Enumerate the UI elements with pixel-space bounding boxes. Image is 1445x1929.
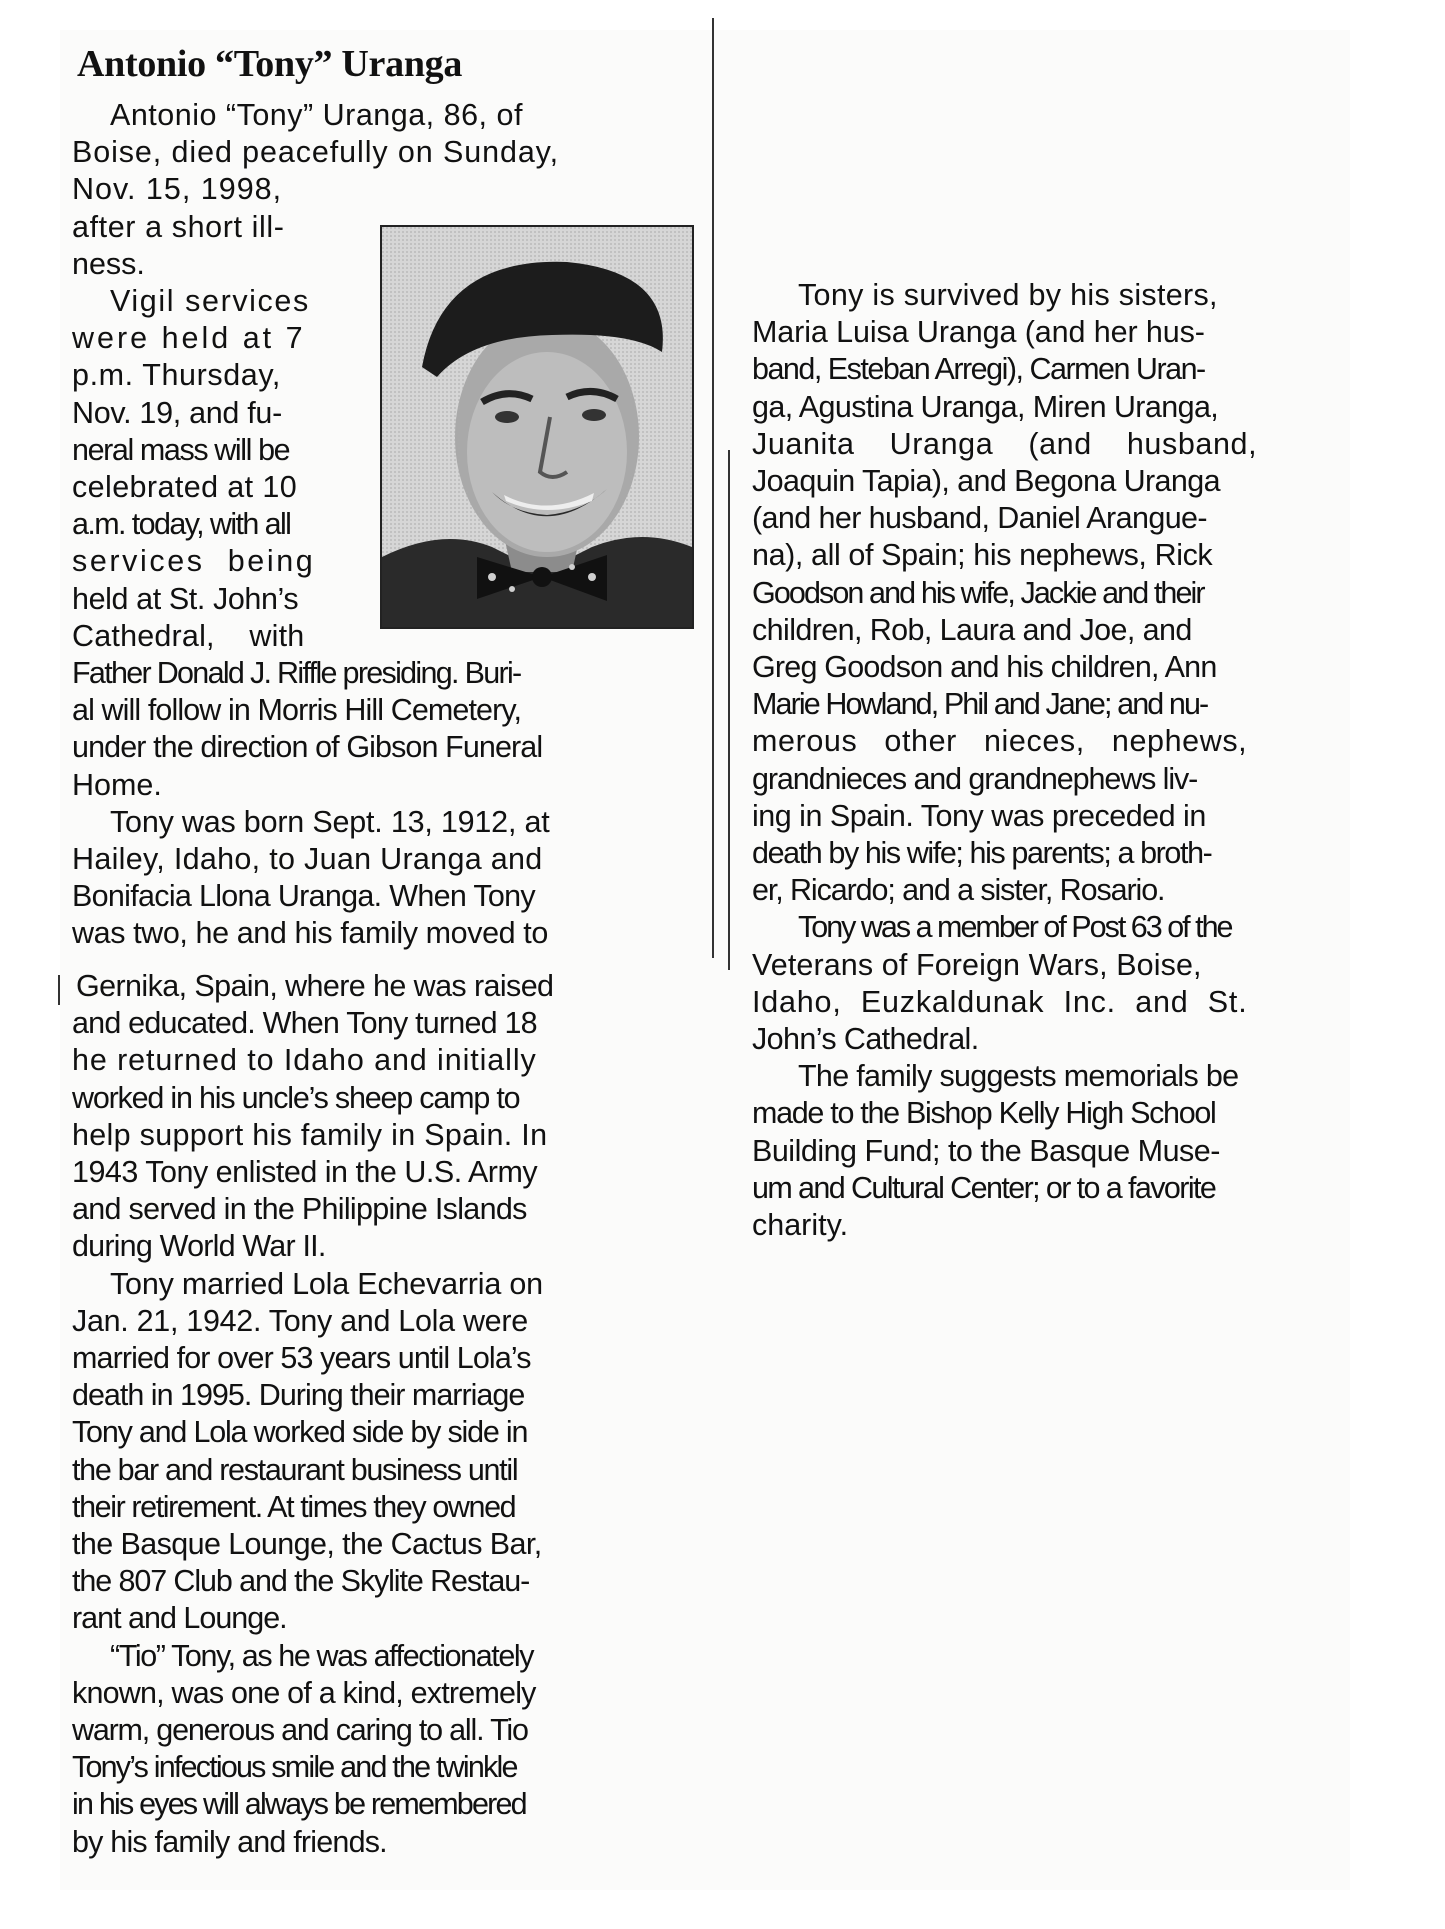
text-line: by his family and friends.	[72, 1824, 387, 1859]
text-line: Hailey, Idaho, to Juan Uranga and	[72, 842, 543, 877]
left-column-lower	[64, 968, 686, 1861]
text-line: Nov. 15, 1998,	[72, 172, 283, 207]
column-rule-top	[712, 18, 714, 958]
text-line: neral mass will be	[72, 432, 290, 467]
text-line: death by his wife; his parents; a broth-	[752, 836, 1212, 871]
text-line: Building Fund; to the Basque Muse-	[752, 1133, 1220, 1168]
text-line: services being	[72, 544, 316, 579]
text-line: Tony was born Sept. 13, 1912, at	[110, 804, 550, 839]
text-line: Tony and Lola worked side by side in	[72, 1415, 528, 1450]
text-line: Cathedral, with	[72, 618, 305, 653]
text-line: merous other nieces, nephews,	[752, 724, 1248, 759]
text-line: Joaquin Tapia), and Begona Uranga	[752, 464, 1221, 499]
text-line: were held at 7	[72, 321, 306, 356]
text-line: Gernika, Spain, where he was raised	[76, 969, 554, 1003]
text-line: charity.	[752, 1208, 849, 1243]
text-line: warm, generous and caring to all. Tio	[72, 1713, 528, 1748]
paragraph-early-life-part2	[64, 968, 686, 1266]
text-line: ga, Agustina Uranga, Miren Uranga,	[752, 389, 1219, 424]
text-line: Maria Luisa Uranga (and her hus-	[752, 315, 1205, 350]
text-line: under the direction of Gibson Funeral	[72, 730, 543, 765]
text-line: Idaho, Euzkaldunak Inc. and St.	[752, 984, 1248, 1019]
text-line: the bar and restaurant business until	[72, 1452, 518, 1487]
text-line: worked in his uncle’s sheep camp to	[72, 1080, 520, 1115]
column-rule-left-tick	[58, 975, 60, 1005]
text-line: in his eyes will always be remembered	[72, 1787, 526, 1822]
text-line: um and Cultural Center; or to a favorite	[752, 1170, 1216, 1205]
paragraph-memberships	[752, 909, 1357, 1058]
text-line: a.m. today, with all	[72, 507, 291, 542]
text-line: Vigil services	[110, 284, 310, 319]
text-line: na), all of Spain; his nephews, Rick	[752, 538, 1213, 573]
text-line: (and her husband, Daniel Arangue-	[752, 501, 1207, 536]
text-line: held at St. John’s	[72, 581, 299, 616]
text-line: band, Esteban Arregi), Carmen Uran-	[752, 352, 1205, 387]
text-line: their retirement. At times they owned	[72, 1489, 516, 1524]
text-line: help support his family in Spain. In	[72, 1117, 548, 1152]
text-line: Tony is survived by his sisters,	[798, 278, 1218, 312]
text-line: married for over 53 years until Lola’s	[72, 1341, 531, 1376]
text-line: Jan. 21, 1942. Tony and Lola were	[72, 1303, 528, 1338]
text-line: he returned to Idaho and initially	[72, 1043, 537, 1078]
text-line: during World War II.	[72, 1229, 326, 1264]
text-line: Antonio “Tony” Uranga, 86, of	[110, 98, 523, 132]
text-line: Boise, died peacefully on Sunday,	[72, 135, 559, 170]
text-line: Marie Howland, Phil and Jane; and nu-	[752, 687, 1208, 722]
text-line: the 807 Club and the Skylite Restau-	[72, 1564, 530, 1599]
text-line: Greg Goodson and his children, Ann	[752, 650, 1217, 685]
paragraph-survivors	[752, 277, 1357, 909]
text-line: Tony’s infectious smile and the twinkle	[72, 1750, 517, 1785]
text-line: grandnieces and grandnephews liv-	[752, 761, 1198, 796]
text-line: “Tio” Tony, as he was affectionately	[110, 1638, 534, 1673]
text-line: Nov. 19, and fu-	[72, 395, 282, 430]
paragraph-memorials	[752, 1058, 1357, 1244]
left-column-upper	[72, 97, 682, 953]
text-line: Tony married Lola Echevarria on	[110, 1266, 543, 1301]
column-rule-lower	[728, 450, 730, 970]
text-line: p.m. Thursday,	[72, 358, 281, 393]
text-line: er, Ricardo; and a sister, Rosario.	[752, 873, 1165, 908]
paragraph-tribute	[64, 1638, 686, 1861]
text-line: ing in Spain. Tony was preceded in	[752, 798, 1206, 833]
text-line: Home.	[72, 767, 162, 802]
text-line: John’s Cathedral.	[752, 1022, 979, 1057]
paragraph-death-notice	[72, 97, 682, 283]
text-line: ness.	[72, 246, 145, 281]
text-line: after a short ill-	[72, 209, 285, 244]
text-line: made to the Bishop Kelly High School	[752, 1096, 1216, 1131]
text-line: children, Rob, Laura and Joe, and	[752, 612, 1192, 647]
text-line: was two, he and his family moved to	[72, 916, 548, 951]
text-line: al will follow in Morris Hill Cemetery,	[72, 693, 522, 728]
paragraph-services	[72, 283, 682, 804]
text-line: Tony was a member of Post 63 of the	[798, 910, 1232, 945]
text-line: Bonifacia Llona Uranga. When Tony	[72, 879, 535, 914]
paragraph-early-life-part1	[72, 804, 682, 953]
paragraph-marriage	[64, 1266, 686, 1638]
text-line: the Basque Lounge, the Cactus Bar,	[72, 1527, 542, 1562]
text-line: Juanita Uranga (and husband,	[752, 426, 1258, 461]
text-line: Goodson and his wife, Jackie and their	[752, 575, 1204, 610]
text-line: Veterans of Foreign Wars, Boise,	[752, 947, 1202, 982]
right-column	[752, 277, 1357, 1244]
text-line: rant and Lounge.	[72, 1601, 287, 1636]
text-line: death in 1995. During their marriage	[72, 1378, 525, 1413]
text-line: celebrated at 10	[72, 470, 298, 505]
text-line: Father Donald J. Riffle presiding. Buri-	[72, 656, 521, 691]
text-line: known, was one of a kind, extremely	[72, 1675, 536, 1710]
text-line: The family suggests memorials be	[798, 1059, 1239, 1094]
text-line: 1943 Tony enlisted in the U.S. Army	[72, 1155, 538, 1190]
obituary-headline: Antonio “Tony” Uranga	[77, 43, 463, 85]
text-line: and served in the Philippine Islands	[72, 1192, 527, 1227]
text-line: and educated. When Tony turned 18	[72, 1006, 537, 1041]
